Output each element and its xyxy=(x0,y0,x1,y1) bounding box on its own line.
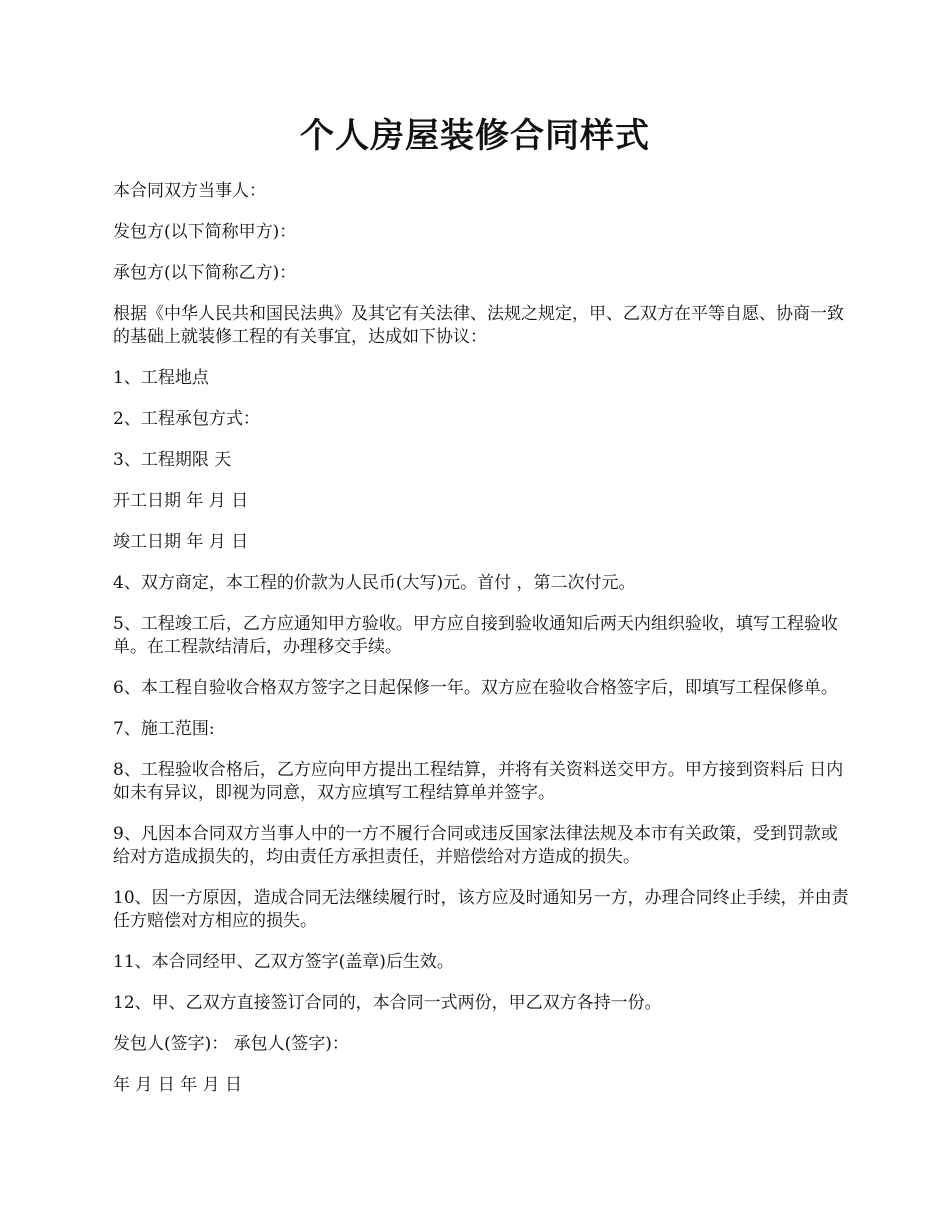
clause-7-scope: 7、施工范围: xyxy=(113,719,215,739)
completion-date-line: 竣工日期 年 月 日 xyxy=(113,532,249,552)
clause-4-price: 4、双方商定，本工程的价款为人民币(大写)元。首付 ，第二次付元。 xyxy=(113,573,636,593)
clause-10-termination: 10、因一方原因，造成合同无法继续履行时，该方应及时通知另一方，办理合同终止手续，并由责任方赔偿对方相应的损失。 xyxy=(113,888,849,931)
signature-date-line: 年 月 日 年 月 日 xyxy=(113,1075,243,1095)
paragraph-parties-intro: 本合同双方当事人： xyxy=(113,181,266,201)
document-title: 个人房屋装修合同样式 xyxy=(300,116,650,156)
clause-2-contract-method: 2、工程承包方式： xyxy=(113,409,260,429)
paragraph-party-a: 发包方(以下简称甲方)： xyxy=(113,222,297,242)
start-date-line: 开工日期 年 月 日 xyxy=(113,491,249,511)
paragraph-preamble: 根据《中华人民共和国民法典》及其它有关法律、法规之规定，甲、乙双方在平等自愿、协商一致的基础上就装修工程的有关事宜，达成如下协议： xyxy=(113,304,844,347)
document-body xyxy=(113,180,853,1115)
clause-11-effective: 11、本合同经甲、乙双方签字(盖章)后生效。 xyxy=(113,952,454,972)
clause-6-warranty: 6、本工程自验收合格双方签字之日起保修一年。双方应在验收合格签字后，即填写工程保修单。 xyxy=(113,678,838,698)
clause-5-acceptance: 5、工程竣工后，乙方应通知甲方验收。甲方应自接到验收通知后两天内组织验收，填写工程验收单。在工程款结清后，办理移交手续。 xyxy=(113,614,838,657)
clause-3-duration: 3、工程期限 天 xyxy=(113,450,232,470)
paragraph-party-b: 承包方(以下简称乙方)： xyxy=(113,263,297,283)
signature-line: 发包人(签字)： 承包人(签字)： xyxy=(113,1034,349,1054)
clause-8-settlement: 8、工程验收合格后，乙方应向甲方提出工程结算，并将有关资料送交甲方。甲方接到资料后 日内如未有异议，即视为同意，双方应填写工程结算单并签字。 xyxy=(113,760,844,803)
clause-9-liability: 9、凡因本合同双方当事人中的一方不履行合同或违反国家法律法规及本市有关政策，受到罚款或给对方造成损失的，均由责任方承担责任，并赔偿给对方造成的损失。 xyxy=(113,824,838,867)
clause-1-location: 1、工程地点 xyxy=(113,368,209,388)
clause-12-copies: 12、甲、乙双方直接签订合同的，本合同一式两份，甲乙双方各持一份。 xyxy=(113,993,662,1013)
